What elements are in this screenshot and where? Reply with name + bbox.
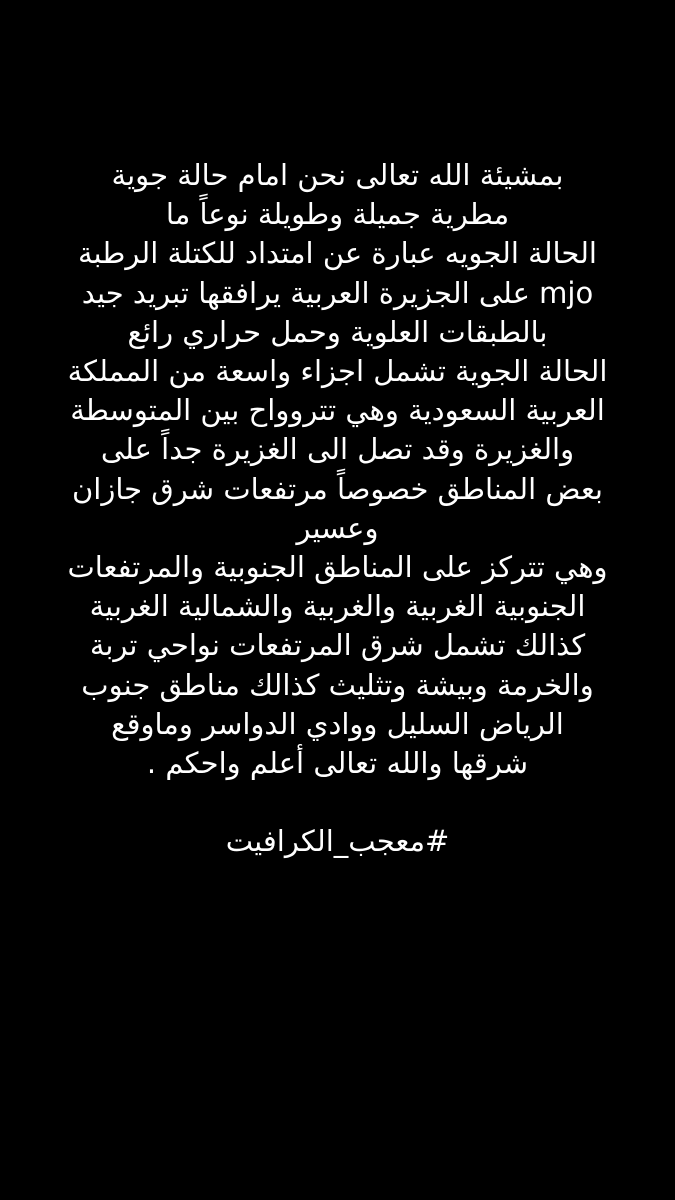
story-line-6: الحالة الجوية تشمل اجزاء واسعة من المملكة [67, 354, 608, 389]
story-line-1: بمشيئة الله تعالى نحن امام حالة جوية [111, 158, 564, 192]
story-line-10: وعسير [296, 510, 379, 545]
story-line-13: كذالك تشمل شرق المرتفعات نواحي تربة [89, 628, 586, 663]
story-line-16: شرقها والله تعالى أعلم واحكم . [146, 746, 529, 781]
story-line-3: الحالة الجويه عبارة عن امتداد للكتلة الرطبة [78, 236, 597, 271]
story-line-7: العربية السعودية وهي تتروواح بين المتوسطة [70, 393, 605, 428]
story-hashtag: #معجب_الكرافيت [225, 824, 450, 859]
story-text-block [20, 156, 655, 862]
story-spacer [20, 783, 655, 822]
story-line-2: مطرية جميلة وطويلة نوعاً ما [165, 197, 510, 232]
story-line-14: والخرمة وبيشة وتثليث كذالك مناطق جنوب [81, 667, 594, 702]
story-line-15: الرياض السليل ووادي الدواسر وماوقع [111, 706, 564, 741]
story-line-8: والغزيرة وقد تصل الى الغزيرة جداً على [100, 432, 575, 467]
story-line-9: بعض المناطق خصوصاً مرتفعات شرق جازان [71, 471, 604, 506]
story-line-11: وهي تتركز على المناطق الجنوبية والمرتفعات [67, 550, 608, 585]
story-line-12: الجنوبية الغربية والغربية والشمالية الغربية [89, 589, 586, 624]
story-line-5: بالطبقات العلوية وحمل حراري رائع [127, 314, 548, 349]
story-line-4: mjo على الجزيرة العربية يرافقها تبريد جيد [81, 275, 594, 310]
